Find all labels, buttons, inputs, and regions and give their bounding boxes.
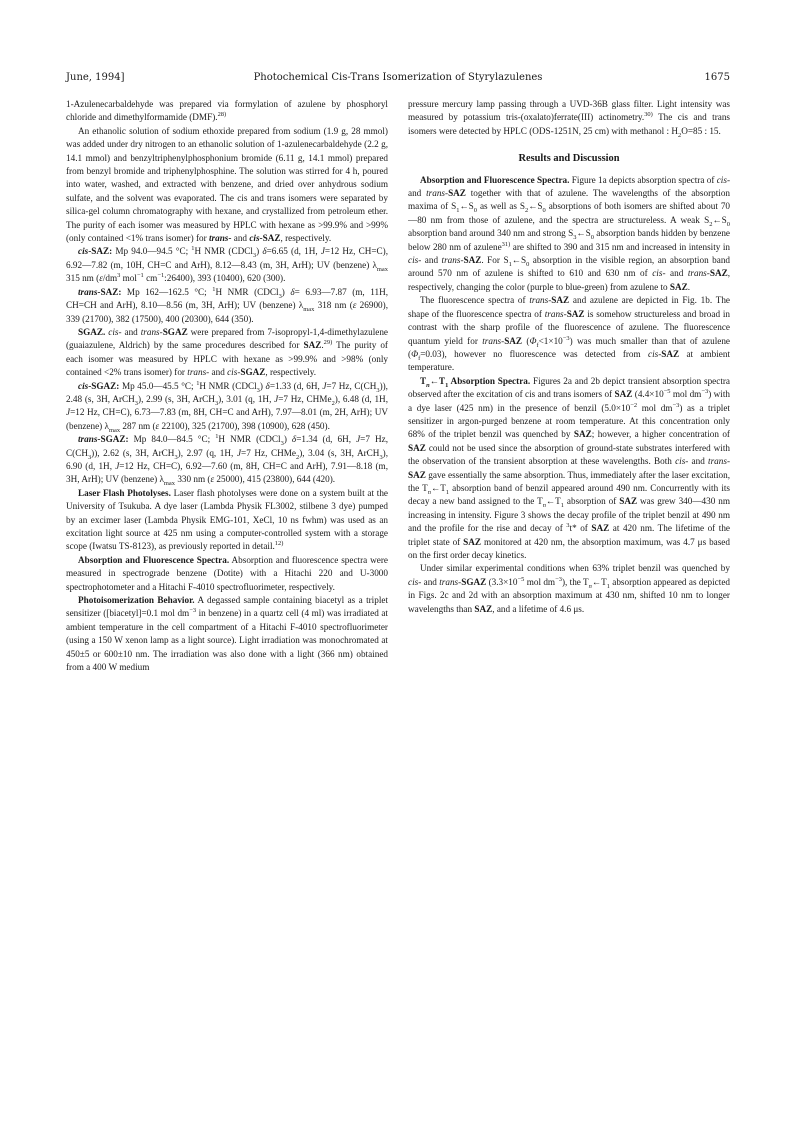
section-heading: Results and Discussion: [518, 153, 620, 165]
paragraph: cis-SGAZ: Mp 45.0—45.5 °C; $^1$H NMR (CDCl$_3$) δ=1.33 (d, 6H, J=7 Hz, $C(CH_3)$), 2.48 (s, 3H, ArCH$_3$), 2.99 (s, 3H, ArCH$_3$), 3.01 (q, 1H, J=7 Hz, CHMe$_2$), 6.48 (d, 1H, J=12 Hz, CH=C), 6.73—7.83 (m, 8H, CH=C and ArH), 7.97—8.01 (m, 2H, ArH); UV (benzene) $\lambda_{max}$ 287 nm (ε 22100), 325 (21700), 398 (10900), 628 (450).: [66, 379, 388, 434]
paragraph: cis-SAZ: Mp 94.0—94.5 °C; $^1$H NMR (CDCl$_3$) δ=6.65 (d, 1H, J=12 Hz, CH=C), 6.92—7.82 (m, 10H, CH=C and ArH), 8.12—8.43 (m, 3H, ArH); UV (benzene) $\lambda_{max}$ 315 nm ($\varepsilon/dm^3$ mol$^{-1}$ $cm^{-1}:26400$), 393 (10400), 620 (300).: [66, 245, 388, 284]
paragraph: Photoisomerization Behavior. A degassed sample containing biacetyl as a triplet sensitizer ([biacetyl]=0.1 mol $dm^{-3}$ in benzene) in a quartz cell (4 ml) was irradiated at ambient temperature in the cell compartment of a Hitachi F-4010 spectrofluorimeter (using a 150 W xenon lamp as a light source). Light irradiation was monochromated at 450±5 or 600±10 nm. The irradiation was also done with a light (366 nm) obtained from a 400 W medium: [66, 595, 388, 673]
paragraph: Absorption and Fluorescence Spectra. Absorption and fluorescence spectra were measured in spectrograde benzene (Dotite) with a Hitachi 220 and U-3000 spectrophotometer and a Hitachi F-4010 spectrofluorimeter, respectively.: [66, 554, 388, 592]
paragraph: 1-Azulenecarbaldehyde was prepared via formylation of azulene by phosphoryl chloride and dimethylformamide (DMF).$^{28)}$: [66, 99, 388, 123]
paragraph: Absorption and Fluorescence Spectra. Figure 1a depicts absorption spectra of cis- and trans-SAZ together with that of azulene. The wavelengths of the absorption maxima of $S_1\leftarrow S_0$ as well as $S_2\leftarrow S_0$ absorptions of both isomers are shifted about 70—80 nm from those of azulene, and the spectra are structureless. A weak $S_2\leftarrow S_0$ absorption band around 340 nm and strong $S_3\leftarrow S_0$ absorption bands hidden by benzene below 280 nm of azulene$^{31)}$ are shifted to 390 and 315 nm and increased in intensity in cis- and trans-SAZ. For $S_1\leftarrow S_0$ absorption in the visible region, an absorption band around 570 nm of azulene is shifted to 610 and 630 nm of cis- and trans-SAZ, respectively, changing the color (purple to blue-green) from azulene to SAZ.: [408, 174, 730, 292]
header-date: June, 1994]: [66, 72, 125, 83]
paragraph: An ethanolic solution of sodium ethoxide prepared from sodium (1.9 g, 28 mmol) was added under dry nitrogen to an ethanolic solution of 1-azulenecarbaldehyde (2.2 g, 14.1 mmol) and benzyltriphenylphosphonium bromide (6.11 g, 14.1 mmol) prepared from benzyl bromide and triphenylphosphine. The solution was stirred for 4 h, poured into water, washed, and extracted with benzene, and dried over anhydrous sodium sulfate, and the solvent was evaporated. The cis and trans isomers were separated by silica-gel column chromatography with hexane, and crystallized from petroleum ether. The purity of each isomer was measured by HPLC with hexane as >99.9% and >99% (only contained <1% trans isomer) for trans- and cis-SAZ, respectively.: [66, 125, 388, 244]
paragraph: $T_n\leftarrow T_1$ Absorption Spectra. Figures 2a and 2b depict transient absorption spectra observed after the excitation of cis and trans isomers of SAZ ($4.4\times 10^{-5}$ mol $dm^{-3}$) with a dye laser (425 nm) in the presence of benzil ($5.0\times 10^{-2}$ mol $dm^{-3}$) as a triplet sensitizer in argon-purged benzene at room temperature. At this concentration only 68% of the triplet benzil was quenched by SAZ; however, a higher concentration of SAZ could not be used since the absorption of ground-state substrates interfered with the observation of the transient absorption at these wavelengths. Both cis- and trans-SAZ gave essentially the same absorption. Thus, immediately after the laser excitation, the $T_n\leftarrow T_1$ absorption band of benzil appeared around 490 nm. Concurrently with its decay a new band assigned to the $T_n\leftarrow T_1$ absorption of SAZ was grew 340—430 nm increasing in intensity. Figure 3 shows the decay profile of the triplet benzil at 490 nm and the profile for the rise and decay of $^3$t* of SAZ at 420 nm. The lifetime of the triplet state of SAZ monitored at 420 nm, the absorption maximum, was 4.7 μs based on the first order decay kinetics.: [408, 375, 730, 560]
paragraph: pressure mercury lamp passing through a UVD-36B glass filter. Light intensity was measured by potassium tris-(oxalato)ferrate(III) actinometry.$^{30)}$ The cis and trans isomers were detected by HPLC (ODS-1251N, 25 cm) with methanol : $H_2O=85$ : 15.: [408, 99, 730, 139]
paragraph: Laser Flash Photolyses. Laser flash photolyses were done on a system built at the University of Tsukuba. A dye laser (Lambda Physik FL3002, stilbene 3 dye) pumped by an excimer laser (Lambda Physik EMG-101, XeCl, 10 ns fwhm) was used as an excitation light source at 425 nm using a computer-controlled system with a storage scope (Iwatsu TS-8123), as previously reported in detail.$^{12)}$: [66, 487, 388, 552]
paragraph: SGAZ. cis- and trans-SGAZ were prepared from 7-isopropyl-1,4-dimethylazulene (guaiazulene, Aldrich) by the same procedures described for SAZ.$^{29)}$ The purity of each isomer was measured by HPLC with hexane as >99.9% and >98% (only contained <2% trans isomer) for trans- and cis-SGAZ, respectively.: [66, 326, 388, 378]
paragraph: The fluorescence spectra of trans-SAZ and azulene are depicted in Fig. 1b. The shape of the fluorescence spectra of trans-SAZ is somehow structureless and broad in contrast with the sharp profile of the fluorescence of azulene. The fluorescence quantum yield for trans-SAZ $(\Phi_f<1\times 10^{-3})$ was much smaller than that of azulene $(\Phi_f=0.03)$, however no fluorescence was detected from cis-SAZ at ambient temperature.: [408, 295, 730, 373]
paragraph: trans-SAZ: Mp 162—162.5 °C; $^1$H NMR (CDCl$_3$) δ= 6.93—7.87 (m, 11H, CH=CH and ArH), 8.10—8.56 (m, 3H, ArH); UV (benzene) $\lambda_{max}$ 318 nm (ε 26900), 339 (21700), 382 (17500), 400 (20300), 644 (350).: [66, 285, 388, 324]
running-title: Photochemical Cis-Trans Isomerization of Styrylazulenes: [253, 72, 543, 83]
paragraph: trans-SGAZ: Mp 84.0—84.5 °C; $^1$H NMR (CDCl$_3$) δ=1.34 (d, 6H, J=7 Hz, $C(CH_3)$), 2.62 (s, 3H, ArCH$_3$), 2.97 (q, 1H, J=7 Hz, CHMe$_2$), 3.04 (s, 3H, ArCH$_3$), 6.90 (d, 1H, J=12 Hz, CH=C), 6.92—7.60 (m, 8H, CH=C and ArH), 7.91—8.18 (m, 3H, ArH); UV (benzene) $\lambda_{max}$ 330 nm (ε 25000), 415 (23800), 644 (420).: [66, 433, 388, 488]
page-header: [66, 71, 730, 85]
paragraph: Under similar experimental conditions when 63% triplet benzil was quenched by cis- and trans-SGAZ ($3.3\times 10^{-5}$ mol $dm^{-3}$), the $T_n\leftarrow T_1$ absorption appeared as depicted in Figs. 2c and 2d with an absorption maximum at 430 nm, shifted 10 nm to longer wavelengths than SAZ, and a lifetime of 4.6 μs.: [408, 563, 730, 614]
right-column: [408, 98, 730, 1058]
left-column: [66, 98, 388, 1058]
page-number: 1675: [704, 72, 730, 83]
